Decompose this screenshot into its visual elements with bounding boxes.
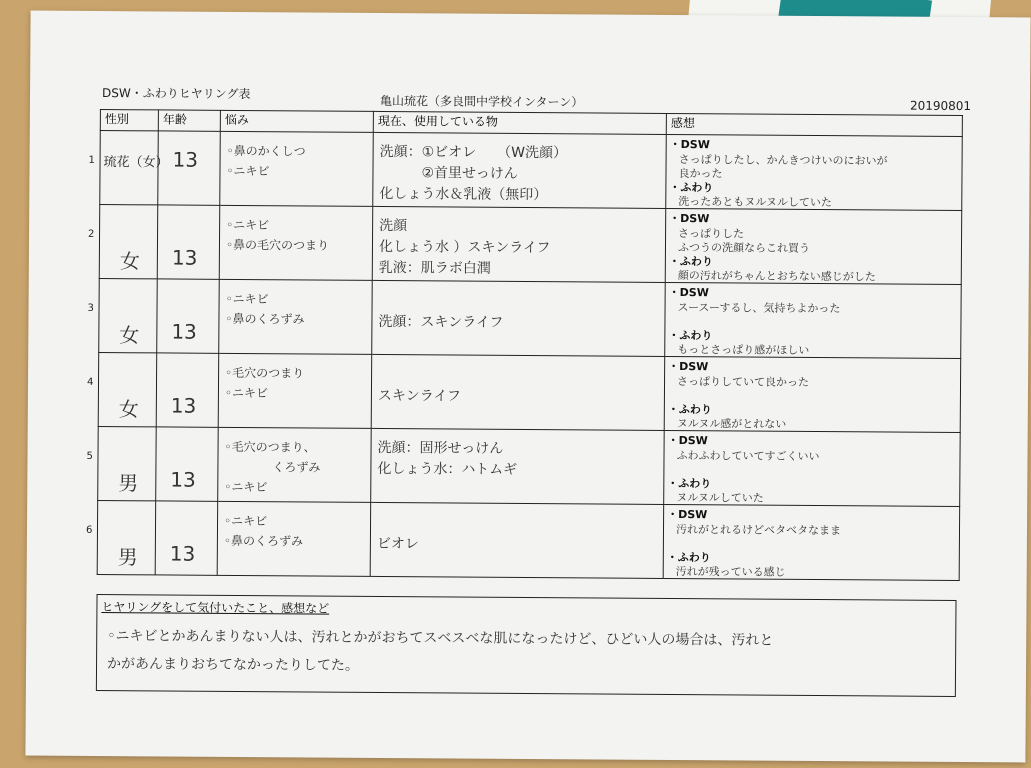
gender-cell [86,427,157,501]
dsw-comment: ふつうの洗顔ならこれ買う [677,241,811,255]
impressions-cell [664,356,961,432]
product-item: 化しょう水＆乳液（無印） [379,185,548,204]
age-cell [157,279,220,353]
fuwari-label: ・ふわり [668,254,713,269]
product-item: 化しょう水 ）スキンライフ [378,238,551,257]
dsw-comment: さっぱりした [678,227,745,241]
products-cell [370,502,664,578]
age-value: 13 [172,147,199,172]
age-cell [156,353,219,427]
fuwari-comment: 顔の汚れがちゃんとおちない感じがした [677,269,876,284]
row-number: 3 [87,302,94,314]
concern-item: ◦ニキビ [224,513,268,529]
age-cell [156,427,219,501]
gender-cell [85,500,156,574]
row-number: 2 [88,228,95,240]
age-value: 13 [171,245,198,270]
age-value: 13 [170,393,197,418]
concern-item: ◦ニキビ [224,479,268,495]
product-item: 洗顔：固形せっけん [377,439,504,457]
fuwari-comment: 汚れが残っている感じ [675,565,786,579]
col-header-age: 年齢 [158,110,220,131]
summary-line: ◦ニキビとかあんまりない人は、汚れとかがおちてスベスベな肌になったけど、ひどい人の場合は、汚れと [107,628,774,649]
fuwari-label: ・ふわり [666,550,711,565]
products-cell [371,354,665,430]
table-row [98,427,960,507]
summary-box [96,594,957,697]
concern-item: ◦鼻のくろずみ [225,311,305,327]
concerns-cell [219,279,373,354]
impressions-cell [665,282,962,358]
age-value: 13 [170,467,196,492]
fuwari-label: ・ふわり [669,180,714,195]
product-item: ②首里せっけん [379,164,518,182]
dsw-comment: さっぱりしていて良かった [676,375,810,389]
gender-cell [88,131,169,205]
concerns-cell [217,501,371,576]
product-item: 洗顔：①ビオレ （W洗顔） [379,143,568,162]
dsw-label: ・DSW [667,433,708,448]
fuwari-comment: ヌルヌルしていた [676,491,764,505]
fuwari-label: ・ふわり [667,476,712,491]
row-number: 5 [86,450,93,462]
impressions-cell [666,134,963,210]
fuwari-label: ・ふわり [667,402,712,417]
col-header-impressions: 感想 [666,113,962,136]
gender-cell [88,205,158,279]
dsw-comment: スースーするし、気持ちよかった [677,301,841,316]
concern-item: ◦鼻の毛穴のつまり [225,237,330,253]
product-item: 洗顔：スキンライフ [378,313,504,331]
gender-value: 男 [117,545,138,570]
age-value: 13 [169,541,196,566]
concern-item: ◦ニキビ [226,163,270,179]
age-cell [158,131,221,205]
age-value: 13 [171,319,197,344]
author-name: 亀山琉花（多良間中学校インターン） [379,93,584,110]
concerns-cell [220,131,374,206]
fuwari-comment: ヌルヌル感がとれない [676,417,787,431]
product-item: 洗顔 [379,217,408,235]
concerns-cell [218,427,372,502]
col-header-products: 現在、使用している物 [373,111,666,134]
product-item: スキンライフ [377,387,462,405]
concern-item: ◦ニキビ [224,385,269,401]
gender-value: 男 [118,471,139,496]
summary-line: かがあんまりおちてなかったりしてた。 [106,656,359,674]
concern-item: ◦毛穴のつまり [225,365,305,381]
sheet-date: 20190801 [909,98,972,114]
gender-value: 女 [119,249,140,274]
products-cell [373,132,667,208]
products-cell [372,280,666,356]
impressions-cell [663,504,960,580]
table-row [99,205,961,285]
products-cell [371,428,665,504]
dsw-label: ・DSW [668,285,709,300]
concern-item: ◦毛穴のつまり、 [224,439,316,455]
concern-item: ◦鼻のくろずみ [223,533,304,549]
concern-item: ◦ニキビ [225,291,269,307]
table-row [100,131,962,211]
table-row [98,353,960,433]
concerns-cell [219,205,373,280]
table-row [99,279,961,359]
gender-value: 女 [118,397,139,422]
gender-value: 女 [119,323,140,348]
age-cell [157,205,220,279]
concern-item: ◦鼻のかくしつ [226,143,306,159]
fuwari-comment: もっとさっぱり感がほしい [677,343,810,357]
gender-cell [87,279,158,353]
dsw-comment: 良かった [678,167,723,181]
fuwari-label: ・ふわり [668,328,713,343]
product-item: ビオレ [376,535,419,553]
concern-item: くろずみ [224,459,321,475]
table-row [97,500,959,580]
hearing-table [85,109,963,581]
gender-value: 琉花（女） [103,155,169,171]
dsw-comment: ふわふわしていてすごくいい [676,449,820,464]
row-number: 1 [88,154,95,166]
survey-sheet [25,11,1030,763]
impressions-cell [665,208,962,284]
col-header-gender: 性別 [100,110,158,131]
age-cell [155,501,218,575]
concerns-cell [218,353,372,428]
dsw-label: ・DSW [668,359,709,374]
gender-cell [86,353,157,427]
dsw-comment: 汚れがとれるけどベタベタなまま [675,523,842,538]
dsw-label: ・DSW [667,507,708,522]
product-item: 化しょう水：ハトムギ [377,460,518,478]
sheet-title: DSW・ふわりヒヤリング表 [101,86,251,102]
col-header-concerns: 悩み [220,110,373,132]
product-item: 乳液：肌ラボ白潤 [378,259,491,277]
products-cell [372,206,666,282]
dsw-comment: さっぱりしたし、かんきつけいのにおいが [678,153,888,168]
concern-item: ◦ニキビ [226,217,270,233]
dsw-label: ・DSW [669,211,710,226]
summary-title: ヒヤリングをして気付いたこと、感想など [101,600,330,616]
row-number: 4 [86,376,94,388]
dsw-label: ・DSW [669,137,710,152]
fuwari-comment: 洗ったあともヌルヌルしていた [678,195,832,210]
impressions-cell [664,430,961,506]
row-number: 6 [85,524,93,536]
